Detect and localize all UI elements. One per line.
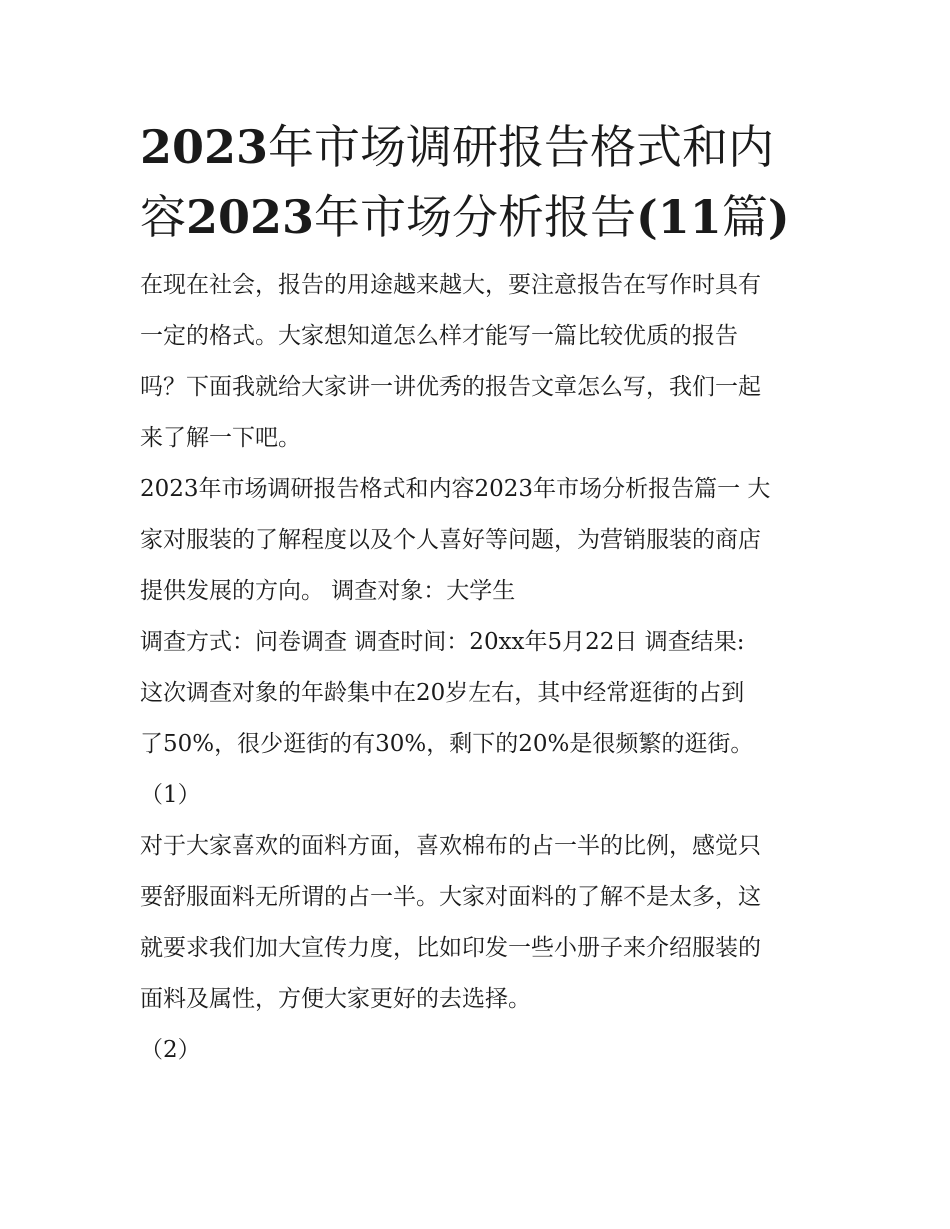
paragraph-line: 对于大家喜欢的面料方面，喜欢棉布的占一半的比例，感觉只 xyxy=(140,833,761,859)
paragraph-line: （2） xyxy=(140,1037,201,1063)
paragraph xyxy=(140,821,812,1025)
title-line-2: 容2023年市场分析报告(11篇) xyxy=(140,190,790,244)
paragraph-line: 面料及属性，方便大家更好的去选择。 xyxy=(140,986,531,1012)
paragraph-line: 在现在社会，报告的用途越来越大，要注意报告在写作时具有 xyxy=(140,272,761,298)
paragraph-line: 了50%，很少逛街的有30%，剩下的20%是很频繁的逛街。 xyxy=(140,731,754,757)
paragraph-line: 家对服装的了解程度以及个人喜好等问题，为营销服装的商店 xyxy=(140,527,761,553)
document-title xyxy=(140,112,812,252)
document-body xyxy=(140,260,812,1076)
paragraph xyxy=(140,770,812,821)
paragraph-line: 吗？下面我就给大家讲一讲优秀的报告文章怎么写，我们一起 xyxy=(140,374,761,400)
paragraph-line: 提供发展的方向。 调查对象：大学生 xyxy=(140,578,516,604)
paragraph-line: 2023年市场调研报告格式和内容2023年市场分析报告篇一 大 xyxy=(140,476,771,502)
document-page xyxy=(140,112,812,1076)
paragraph xyxy=(140,260,812,464)
paragraph-line: 来了解一下吧。 xyxy=(140,425,301,451)
paragraph-line: 调查方式：问卷调查 调查时间：20xx年5月22日 调查结果: xyxy=(140,629,745,655)
paragraph-line: 要舒服面料无所谓的占一半。大家对面料的了解不是太多，这 xyxy=(140,884,761,910)
paragraph-line: 就要求我们加大宣传力度，比如印发一些小册子来介绍服装的 xyxy=(140,935,761,961)
paragraph xyxy=(140,617,812,770)
title-line-1: 2023年市场调研报告格式和内 xyxy=(140,120,775,174)
paragraph-line: 这次调查对象的年龄集中在20岁左右，其中经常逛街的占到 xyxy=(140,680,745,706)
paragraph-line: （1） xyxy=(140,782,201,808)
paragraph xyxy=(140,1025,812,1076)
paragraph xyxy=(140,464,812,617)
paragraph-line: 一定的格式。大家想知道怎么样才能写一篇比较优质的报告 xyxy=(140,323,738,349)
